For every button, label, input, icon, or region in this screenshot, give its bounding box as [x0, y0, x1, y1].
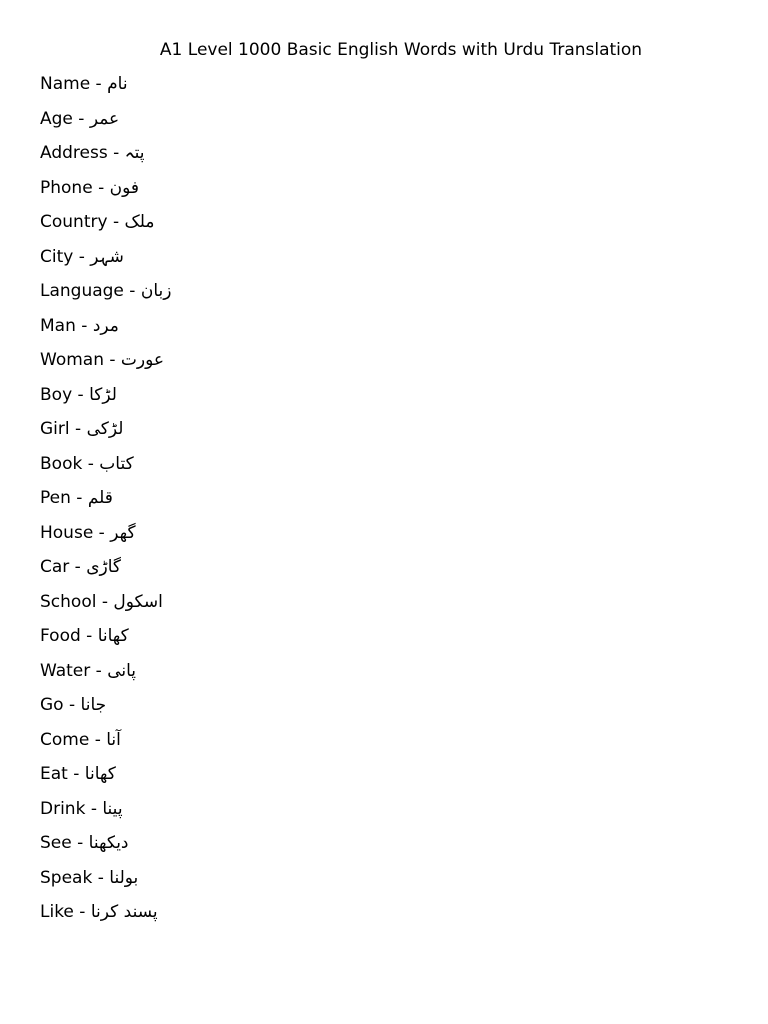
- urdu-translation: اسکول: [113, 591, 163, 612]
- word-entry: [40, 315, 171, 350]
- english-word: Come: [40, 729, 90, 750]
- english-word: Language: [40, 281, 124, 301]
- urdu-translation: فون: [109, 177, 140, 198]
- english-word: Like: [40, 902, 74, 922]
- english-word: See: [40, 833, 72, 853]
- word-separator: -: [90, 660, 108, 681]
- urdu-translation: عمر: [89, 108, 120, 129]
- english-word: Food: [40, 626, 81, 646]
- urdu-translation: کھانا: [97, 626, 129, 646]
- urdu-translation: گھر: [110, 522, 136, 543]
- urdu-translation: قلم: [87, 488, 113, 508]
- urdu-translation: لڑکا: [89, 384, 117, 405]
- english-word: Pen: [40, 488, 71, 508]
- urdu-translation: پینا: [102, 798, 123, 819]
- word-entry: [40, 798, 171, 833]
- word-separator: -: [103, 350, 121, 370]
- english-word: Car: [40, 557, 70, 577]
- urdu-translation: بولنا: [109, 867, 139, 888]
- english-word: Girl: [40, 419, 70, 439]
- word-separator: -: [93, 522, 111, 543]
- word-separator: -: [70, 488, 88, 508]
- urdu-translation: لڑکی: [86, 419, 124, 439]
- word-separator: -: [90, 74, 108, 94]
- word-entry: [40, 625, 171, 660]
- word-entry: [40, 763, 171, 798]
- word-entry: [40, 591, 171, 626]
- word-separator: -: [67, 764, 85, 784]
- urdu-translation: کھانا: [84, 764, 116, 784]
- english-word: Address: [40, 143, 108, 163]
- word-separator: -: [63, 695, 81, 715]
- english-word: Man: [40, 315, 76, 336]
- english-word: Woman: [40, 350, 104, 370]
- word-entry: [40, 694, 171, 729]
- english-word: Speak: [40, 867, 93, 888]
- word-entry: [40, 901, 171, 936]
- word-entry: [40, 660, 171, 695]
- word-separator: -: [89, 729, 107, 750]
- word-separator: -: [73, 246, 91, 267]
- word-entry: [40, 142, 171, 177]
- urdu-translation: پسند کرنا: [90, 902, 158, 922]
- word-separator: -: [92, 867, 110, 888]
- urdu-translation: گاڑی: [86, 557, 122, 577]
- word-separator: -: [71, 833, 89, 853]
- word-separator: -: [82, 453, 100, 474]
- urdu-translation: مرد: [92, 315, 119, 336]
- english-word: Eat: [40, 764, 68, 784]
- word-entry: [40, 556, 171, 591]
- urdu-translation: آنا: [106, 729, 121, 750]
- urdu-translation: پانی: [107, 660, 137, 681]
- word-entry: [40, 384, 171, 419]
- english-word: Water: [40, 660, 91, 681]
- word-separator: -: [75, 315, 93, 336]
- urdu-translation: شہر: [90, 246, 124, 267]
- word-entry: [40, 522, 171, 557]
- word-separator: -: [123, 281, 141, 301]
- word-entry: [40, 867, 171, 902]
- word-separator: -: [80, 626, 98, 646]
- word-separator: -: [69, 557, 87, 577]
- word-separator: -: [72, 384, 90, 405]
- english-word: House: [40, 522, 94, 543]
- word-list: [40, 73, 171, 936]
- word-entry: [40, 418, 171, 453]
- word-entry: [40, 487, 171, 522]
- word-entry: [40, 453, 171, 488]
- english-word: Age: [40, 108, 73, 129]
- word-separator: -: [107, 212, 125, 232]
- english-word: Book: [40, 453, 83, 474]
- urdu-translation: کتاب: [99, 453, 134, 474]
- word-entry: [40, 832, 171, 867]
- urdu-translation: جانا: [80, 695, 107, 715]
- urdu-translation: پتہ: [124, 143, 145, 163]
- urdu-translation: نام: [107, 74, 128, 94]
- word-entry: [40, 280, 171, 315]
- urdu-translation: ملک: [124, 212, 155, 232]
- word-entry: [40, 108, 171, 143]
- word-entry: [40, 729, 171, 764]
- word-entry: [40, 246, 171, 281]
- english-word: Drink: [40, 798, 86, 819]
- word-entry: [40, 73, 171, 108]
- english-word: City: [40, 246, 74, 267]
- word-separator: -: [72, 108, 90, 129]
- english-word: Boy: [40, 384, 73, 405]
- urdu-translation: دیکھنا: [88, 833, 129, 853]
- word-separator: -: [96, 591, 114, 612]
- word-separator: -: [85, 798, 103, 819]
- document-title: A1 Level 1000 Basic English Words with Urdu Translation: [159, 40, 643, 60]
- word-entry: [40, 177, 171, 212]
- english-word: Name: [40, 74, 91, 94]
- urdu-translation: زبان: [140, 281, 172, 301]
- english-word: Go: [40, 695, 64, 715]
- english-word: Phone: [40, 177, 93, 198]
- word-separator: -: [92, 177, 110, 198]
- urdu-translation: عورت: [120, 350, 165, 370]
- word-entry: [40, 211, 171, 246]
- word-separator: -: [69, 419, 87, 439]
- word-separator: -: [107, 143, 125, 163]
- english-word: Country: [40, 212, 108, 232]
- word-entry: [40, 349, 171, 384]
- word-separator: -: [73, 902, 91, 922]
- english-word: School: [40, 591, 97, 612]
